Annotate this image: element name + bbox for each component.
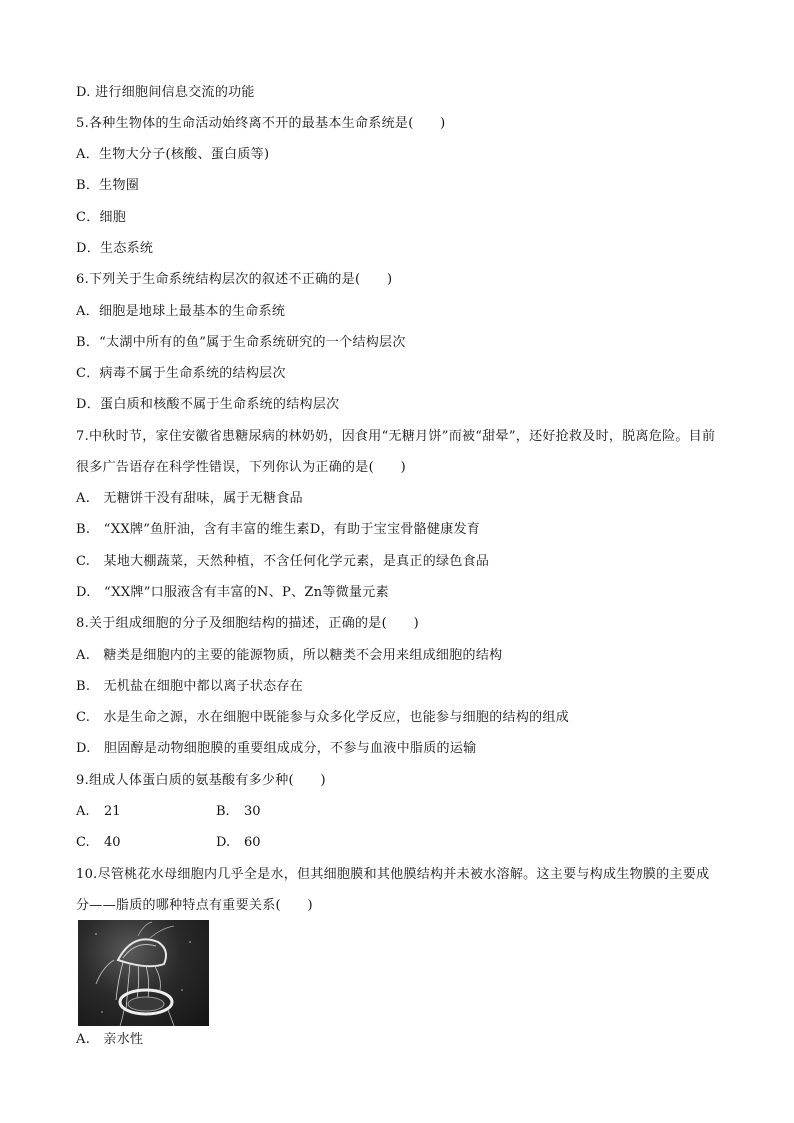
question-10: 10.尽管桃花水母细胞内几乎全是水，但其细胞膜和其他膜结构并未被水溶解。这主要与构成生物膜的主要成分——脂质的哪种特点有重要关系( ): [76, 867, 710, 913]
q7-option-d: D. “XX牌”口服液含有丰富的N、P、Zn等微量元素: [76, 585, 389, 600]
q6-option-d: D．蛋白质和核酸不属于生命系统的结构层次: [76, 397, 340, 412]
q9-option-a-label: A.: [76, 804, 90, 819]
q8-option-d: D. 胆固醇是动物细胞膜的重要组成成分，不参与血液中脂质的运输: [76, 741, 477, 756]
q5-option-d: D．生态系统: [76, 241, 154, 256]
q7-option-b: B. “XX牌”鱼肝油，含有丰富的维生素D，有助于宝宝骨骼健康发育: [76, 522, 481, 537]
q9-option-b: [216, 803, 261, 821]
q9-option-c: [76, 834, 121, 852]
q4-option-d: D. 进行细胞间信息交流的功能: [76, 85, 255, 100]
jellyfish-illustration: [78, 920, 209, 1026]
q5-option-c: C．细胞: [76, 210, 127, 225]
q9-option-b-label: B.: [216, 804, 230, 819]
q9-option-d-value: 60: [244, 835, 261, 850]
jellyfish-photo: [78, 920, 209, 1026]
question-6: 6.下列关于生命系统结构层次的叙述不正确的是( ): [76, 272, 393, 287]
q5-option-b: B．生物圈: [76, 178, 140, 193]
q6-option-a: A．细胞是地球上最基本的生命系统: [76, 304, 286, 319]
q10-option-a: A. 亲水性: [76, 1032, 144, 1047]
q9-option-c-value: 40: [104, 835, 121, 850]
q7-option-a: A. 无糖饼干没有甜味，属于无糖食品: [76, 491, 303, 506]
q9-option-c-label: C.: [76, 835, 90, 850]
q8-option-b: B. 无机盐在细胞中都以离子状态存在: [76, 679, 304, 694]
q9-option-d: [216, 834, 261, 852]
q9-option-d-label: D.: [216, 835, 231, 850]
question-5: 5.各种生物体的生命活动始终离不开的最基本生命系统是( ): [76, 116, 446, 131]
question-9: 9.组成人体蛋白质的氨基酸有多少种( ): [76, 773, 326, 788]
q9-option-a: [76, 803, 121, 821]
q9-option-b-value: 30: [244, 804, 261, 819]
q9-option-a-value: 21: [104, 804, 121, 819]
q5-option-a: A．生物大分子(核酸、蛋白质等): [76, 147, 270, 162]
question-7: 7.中秋时节，家住安徽省患糖尿病的林奶奶，因食用“无糖月饼”而被“甜晕”，还好抢救及时，脱离危险。目前很多广告语存在科学性错误，下列你认为正确的是( ): [76, 429, 716, 475]
q7-option-c: C. 某地大棚蔬菜，天然种植，不含任何化学元素，是真正的绿色食品: [76, 554, 490, 569]
q8-option-a: A. 糖类是细胞内的主要的能源物质，所以糖类不会用来组成细胞的结构: [76, 648, 503, 663]
question-8: 8.关于组成细胞的分子及细胞结构的描述，正确的是( ): [76, 616, 419, 631]
q6-option-c: C．病毒不属于生命系统的结构层次: [76, 366, 286, 381]
q6-option-b: B．“太湖中所有的鱼”属于生命系统研究的一个结构层次: [76, 335, 406, 350]
q8-option-c: C. 水是生命之源，水在细胞中既能参与众多化学反应，也能参与细胞的结构的组成: [76, 710, 570, 725]
